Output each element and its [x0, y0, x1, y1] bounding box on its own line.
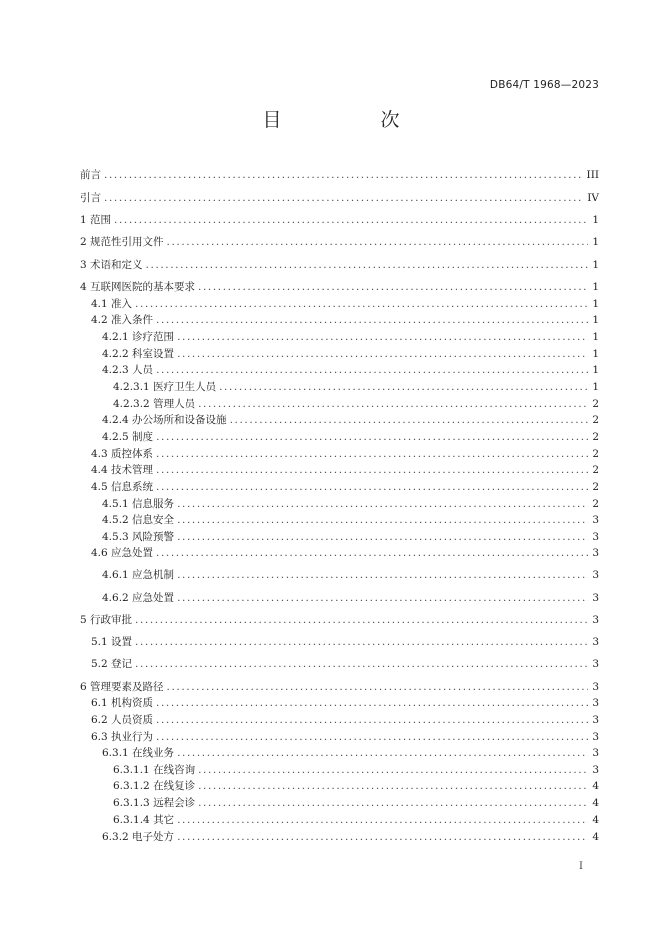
toc-page: 3 [592, 547, 599, 559]
toc-page: 2 [592, 414, 599, 426]
toc-leader [146, 258, 588, 272]
page-title: 目 次 [262, 109, 440, 131]
toc-entry[interactable] [80, 168, 599, 182]
toc-page: 3 [592, 514, 599, 526]
toc-page: 3 [592, 747, 599, 759]
toc-leader [230, 413, 588, 427]
toc-label: 6.3.1.1 在线咨询 [113, 764, 196, 776]
toc-page: 3 [592, 731, 599, 743]
toc-leader [156, 713, 588, 727]
toc-page: 1 [592, 364, 599, 376]
toc-label: 6.1 机构资质 [91, 697, 154, 709]
toc-entry[interactable] [80, 213, 599, 227]
toc-label: 4 互联网医院的基本要求 [80, 281, 196, 293]
toc-leader [135, 657, 588, 671]
toc-label: 6 管理要素及路径 [80, 681, 164, 693]
toc-leader [177, 530, 588, 544]
toc-page: 3 [592, 531, 599, 543]
toc-entry[interactable] [80, 546, 599, 560]
toc-label: 4.2.3.2 管理人员 [113, 398, 196, 410]
toc-leader [135, 297, 588, 311]
page-number: I [579, 861, 583, 872]
toc-page: III [586, 169, 599, 181]
toc-label: 6.3.1.3 远程会诊 [113, 797, 196, 809]
toc-label: 4.2.2 科室设置 [102, 348, 175, 360]
toc-label: 4.6.2 应急处置 [102, 592, 175, 604]
toc-leader [177, 513, 588, 527]
toc-entry[interactable] [80, 796, 599, 810]
toc-leader [114, 213, 588, 227]
toc-entry[interactable] [80, 497, 599, 511]
toc-label: 4.2.3 人员 [102, 364, 154, 376]
toc-label: 4.2.1 诊疗范围 [102, 331, 175, 343]
toc-label: 6.3 执业行为 [91, 731, 154, 743]
toc-entry[interactable] [80, 430, 599, 444]
toc-label: 4.2.4 办公场所和设备设施 [102, 414, 227, 426]
toc-entry[interactable] [80, 463, 599, 477]
toc-leader [177, 347, 588, 361]
toc-leader [177, 568, 588, 582]
toc-leader [104, 168, 584, 182]
toc-leader [177, 746, 588, 760]
toc-entry[interactable] [80, 447, 599, 461]
toc-leader [104, 191, 584, 205]
toc-page: 1 [592, 236, 599, 248]
toc-page: 3 [592, 592, 599, 604]
toc-label: 4.5.2 信息安全 [102, 514, 175, 526]
toc-entry[interactable] [80, 191, 599, 205]
toc-label: 4.1 准入 [91, 298, 133, 310]
toc-entry[interactable] [80, 763, 599, 777]
toc-label: 4.2 准入条件 [91, 314, 154, 326]
toc-entry[interactable] [80, 730, 599, 744]
toc-label: 4.2.5 制度 [102, 431, 154, 443]
toc-entry[interactable] [80, 258, 599, 272]
toc-leader [177, 497, 588, 511]
toc-leader [156, 313, 588, 327]
toc-leader [156, 546, 588, 560]
toc-label: 6.3.1.4 其它 [113, 814, 175, 826]
toc-leader [156, 480, 588, 494]
toc-leader [177, 591, 588, 605]
toc-label: 2 规范性引用文件 [80, 236, 164, 248]
toc-page: 2 [592, 448, 599, 460]
toc-leader [156, 447, 588, 461]
toc-page: 3 [592, 714, 599, 726]
toc-entry[interactable] [80, 613, 599, 627]
toc-page: 1 [592, 259, 599, 271]
toc-label: 4.6.1 应急机制 [102, 569, 175, 581]
toc-page: 4 [592, 814, 599, 826]
toc-label: 4.4 技术管理 [91, 464, 154, 476]
toc-page: 4 [592, 797, 599, 809]
toc-leader [177, 813, 588, 827]
toc-leader [156, 730, 588, 744]
toc-entry[interactable] [80, 657, 599, 671]
toc-page: 1 [592, 298, 599, 310]
toc-leader [135, 635, 588, 649]
toc-entry[interactable] [80, 680, 599, 694]
toc-leader [156, 696, 588, 710]
toc-leader [167, 235, 588, 249]
toc-page: 4 [592, 780, 599, 792]
toc-page: 2 [592, 481, 599, 493]
toc-entry[interactable] [80, 696, 599, 710]
toc-leader [198, 796, 588, 810]
toc-label: 5 行政审批 [80, 614, 133, 626]
toc-page: 3 [592, 681, 599, 693]
toc-leader [156, 430, 588, 444]
toc-label: 6.3.2 电子处方 [102, 831, 175, 843]
toc-page: 3 [592, 569, 599, 581]
toc-page: 2 [592, 398, 599, 410]
toc-leader [167, 680, 588, 694]
toc-entry[interactable] [80, 280, 599, 294]
toc-page: 1 [592, 314, 599, 326]
toc-label: 4.5.3 风险预警 [102, 531, 175, 543]
toc-leader [198, 280, 588, 294]
toc-entry[interactable] [80, 513, 599, 527]
toc-page: 3 [592, 658, 599, 670]
toc-entry[interactable] [80, 746, 599, 760]
toc-entry[interactable] [80, 313, 599, 327]
toc-entry[interactable] [80, 347, 599, 361]
toc-entry[interactable] [80, 635, 599, 649]
toc-entry[interactable] [80, 830, 599, 844]
toc-label: 4.6 应急处置 [91, 547, 154, 559]
toc-label: 4.2.3.1 医疗卫生人员 [113, 381, 217, 393]
toc-entry[interactable] [80, 813, 599, 827]
toc-leader [156, 363, 588, 377]
toc-entry[interactable] [80, 363, 599, 377]
toc-entry[interactable] [80, 530, 599, 544]
toc-leader [198, 763, 588, 777]
toc-page: 2 [592, 464, 599, 476]
toc-leader [177, 330, 588, 344]
toc-leader [156, 463, 588, 477]
toc-label: 前言 [80, 169, 101, 181]
toc-page: 2 [592, 498, 599, 510]
toc-entry[interactable] [80, 413, 599, 427]
doc-code: DB64/T 1968—2023 [489, 79, 599, 91]
toc-leader [198, 779, 588, 793]
toc-leader [198, 397, 588, 411]
toc-label: 6.2 人员资质 [91, 714, 154, 726]
toc-entry[interactable] [80, 297, 599, 311]
toc-leader [177, 830, 588, 844]
toc-page: 3 [592, 636, 599, 648]
toc-page: 1 [592, 214, 599, 226]
toc-label: 3 术语和定义 [80, 259, 143, 271]
toc-entry[interactable] [80, 330, 599, 344]
toc-leader [219, 380, 588, 394]
toc-label: 4.3 质控体系 [91, 448, 154, 460]
toc-label: 6.3.1.2 在线复诊 [113, 780, 196, 792]
toc-label: 6.3.1 在线业务 [102, 747, 175, 759]
toc-page: 1 [592, 348, 599, 360]
toc-label: 4.5 信息系统 [91, 481, 154, 493]
toc-entry[interactable] [80, 591, 599, 605]
toc-page: 3 [592, 697, 599, 709]
toc-page: 1 [592, 381, 599, 393]
toc-leader [135, 613, 588, 627]
toc-entry[interactable] [80, 480, 599, 494]
toc-page: 1 [592, 281, 599, 293]
toc-label: 1 范围 [80, 214, 112, 226]
toc-page: 1 [592, 331, 599, 343]
toc-entry[interactable] [80, 713, 599, 727]
toc-entry[interactable] [80, 397, 599, 411]
toc-page: 3 [592, 764, 599, 776]
toc-label: 5.2 登记 [91, 658, 133, 670]
toc-entry[interactable] [80, 779, 599, 793]
toc-page: IV [587, 192, 599, 204]
toc-label: 5.1 设置 [91, 636, 133, 648]
toc-page: 4 [592, 831, 599, 843]
toc-page: 3 [592, 614, 599, 626]
toc-entry[interactable] [80, 568, 599, 582]
toc-label: 4.5.1 信息服务 [102, 498, 175, 510]
toc-page: 2 [592, 431, 599, 443]
toc-label: 引言 [80, 192, 101, 204]
toc-entry[interactable] [80, 235, 599, 249]
toc-entry[interactable] [80, 380, 599, 394]
